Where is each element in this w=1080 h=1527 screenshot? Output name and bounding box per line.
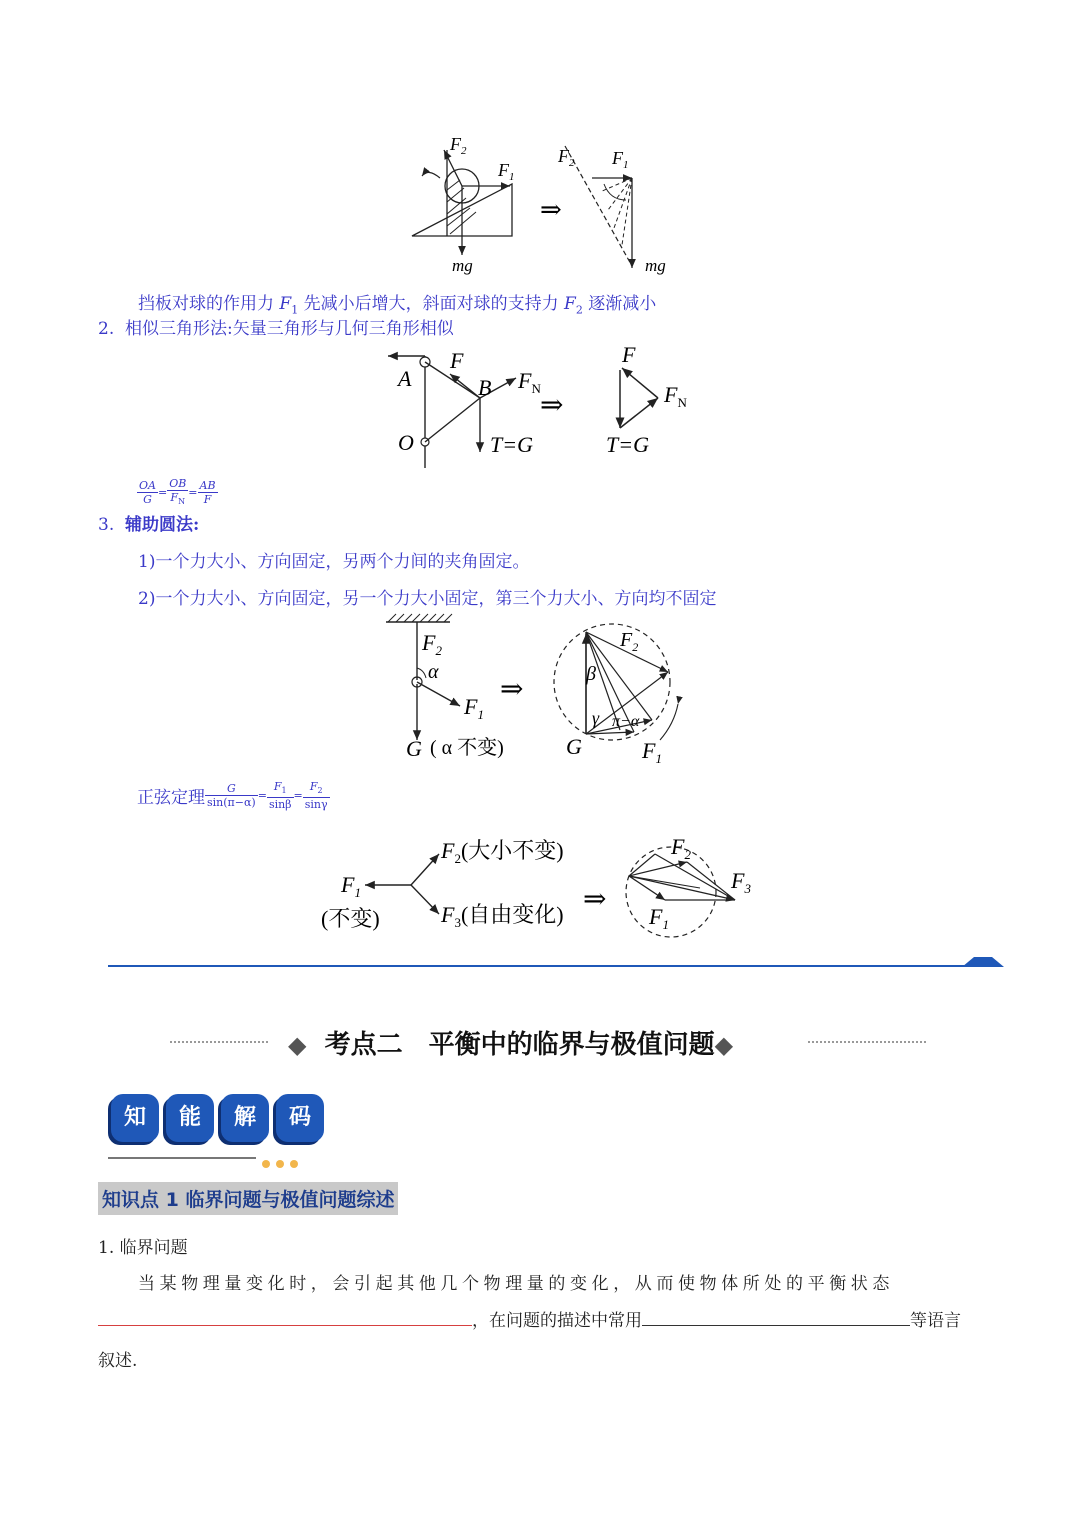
svg-text:F1: $F_1$: [642, 738, 662, 766]
para-line-1: 当某物理量变化时，会引起其他几个物理量的变化，从而使物体所处的平衡状态: [138, 1274, 894, 1294]
svg-text:F1: $F_1$: [649, 904, 669, 932]
badge-char: 能: [166, 1094, 214, 1142]
svg-text:( α 不变): ( α 不变): [430, 737, 504, 759]
svg-text:F2: $F_2$: [422, 630, 442, 658]
svg-text:(不变): (不变): [321, 906, 380, 931]
svg-text:FN: $F_N$: [518, 368, 541, 396]
svg-text:mg: mg: [645, 256, 666, 275]
similar-triangle-formula: $\frac{OA}{G}$ = $\frac{OB}{F_N}$ = $\frac{AB}{F}$: [139, 477, 216, 507]
svg-text:F2: $F_2$: [558, 146, 575, 169]
item-3: 3. 辅助圆法:: [98, 515, 200, 535]
badge-char: 码: [276, 1094, 324, 1142]
svg-text:F2(大小不变): $F_2$(大小不变): [441, 838, 564, 866]
svg-text:F2: $F_2$: [620, 629, 639, 654]
svg-text:FN: $F_N$: [664, 382, 687, 410]
figure-incline: [400, 130, 700, 280]
svg-text:F1: $F_1$: [341, 872, 361, 900]
svg-text:F2: $F_2$: [450, 134, 467, 157]
svg-text:T=G: T=G: [606, 432, 649, 457]
svg-text:F3(自由变化): $F_3$(自由变化): [441, 902, 564, 930]
section-divider: [108, 965, 984, 967]
section-title-right-dots: [808, 1041, 926, 1043]
section-title-left-dots: [170, 1041, 268, 1043]
item-3-2: 2)一个力大小、方向固定，另一个力大小固定，第三个力大小、方向均不固定: [138, 589, 717, 609]
svg-text:F: F: [622, 342, 636, 367]
blank-answer-1[interactable]: [98, 1325, 472, 1326]
svg-text:F1: $F_1$: [498, 160, 515, 183]
item-2: 2. 相似三角形法:矢量三角形与几何三角形相似: [98, 319, 454, 339]
svg-text:F1: $F_1$: [464, 694, 484, 722]
badge-dots: [262, 1153, 298, 1172]
svg-text:T=G: T=G: [490, 432, 533, 457]
svg-text:γ: γ: [592, 708, 600, 728]
svg-text:α: α: [428, 661, 439, 683]
para-line-3: 叙述.: [98, 1351, 138, 1371]
divider-tab: [962, 955, 1006, 967]
svg-text:β: β: [586, 663, 596, 685]
svg-text:mg: mg: [452, 256, 473, 275]
figure-three-forces: [315, 828, 765, 950]
item-critical: 1. 临界问题: [98, 1238, 188, 1258]
svg-text:F1: $F_1$: [612, 148, 629, 171]
svg-text:F2: $F_2$: [671, 834, 691, 862]
badge-char: 知: [111, 1094, 159, 1142]
knowledge-badges: [111, 1094, 331, 1142]
svg-text:⇒: ⇒: [500, 674, 524, 705]
svg-text:F: F: [450, 348, 464, 373]
knowledge-point-heading: 知识点 1 临界问题与极值问题综述: [98, 1182, 398, 1215]
svg-text:A: A: [398, 366, 412, 391]
svg-text:B: B: [478, 375, 492, 400]
svg-text:G: G: [406, 736, 422, 761]
svg-text:⇒: ⇒: [583, 884, 607, 915]
sine-rule: 正弦定理 $\frac{G}{\sin(\pi-\alpha)}$ = $\frac{F_1}{\sin\beta}$ = $\frac{F_2}{\sin\gamma}$: [137, 780, 328, 812]
item-3-1: 1)一个力大小、方向固定，另两个力间的夹角固定。: [138, 552, 530, 572]
svg-text:F3: $F_3$: [731, 868, 751, 896]
badge-underline: [108, 1157, 256, 1159]
svg-text:⇒: ⇒: [540, 195, 562, 224]
svg-text:π−α: π−α: [612, 713, 640, 730]
fig1-caption: 挡板对球的作用力 $F_1$ 先减小后增大，斜面对球的支持力 $F_2$ 逐渐减小: [138, 294, 657, 317]
svg-text:G: G: [566, 734, 582, 759]
para-line-2: ，在问题的描述中常用 等语言: [98, 1310, 961, 1332]
figure-auxiliary-circle: [380, 612, 710, 772]
badge-char: 解: [221, 1094, 269, 1142]
figure-similar-triangles: [380, 340, 720, 470]
blank-answer-2[interactable]: [642, 1325, 910, 1326]
section-title: ◆ 考点二 平衡中的临界与极值问题◆: [288, 1030, 734, 1060]
svg-text:⇒: ⇒: [540, 390, 564, 421]
svg-text:O: O: [398, 430, 414, 455]
